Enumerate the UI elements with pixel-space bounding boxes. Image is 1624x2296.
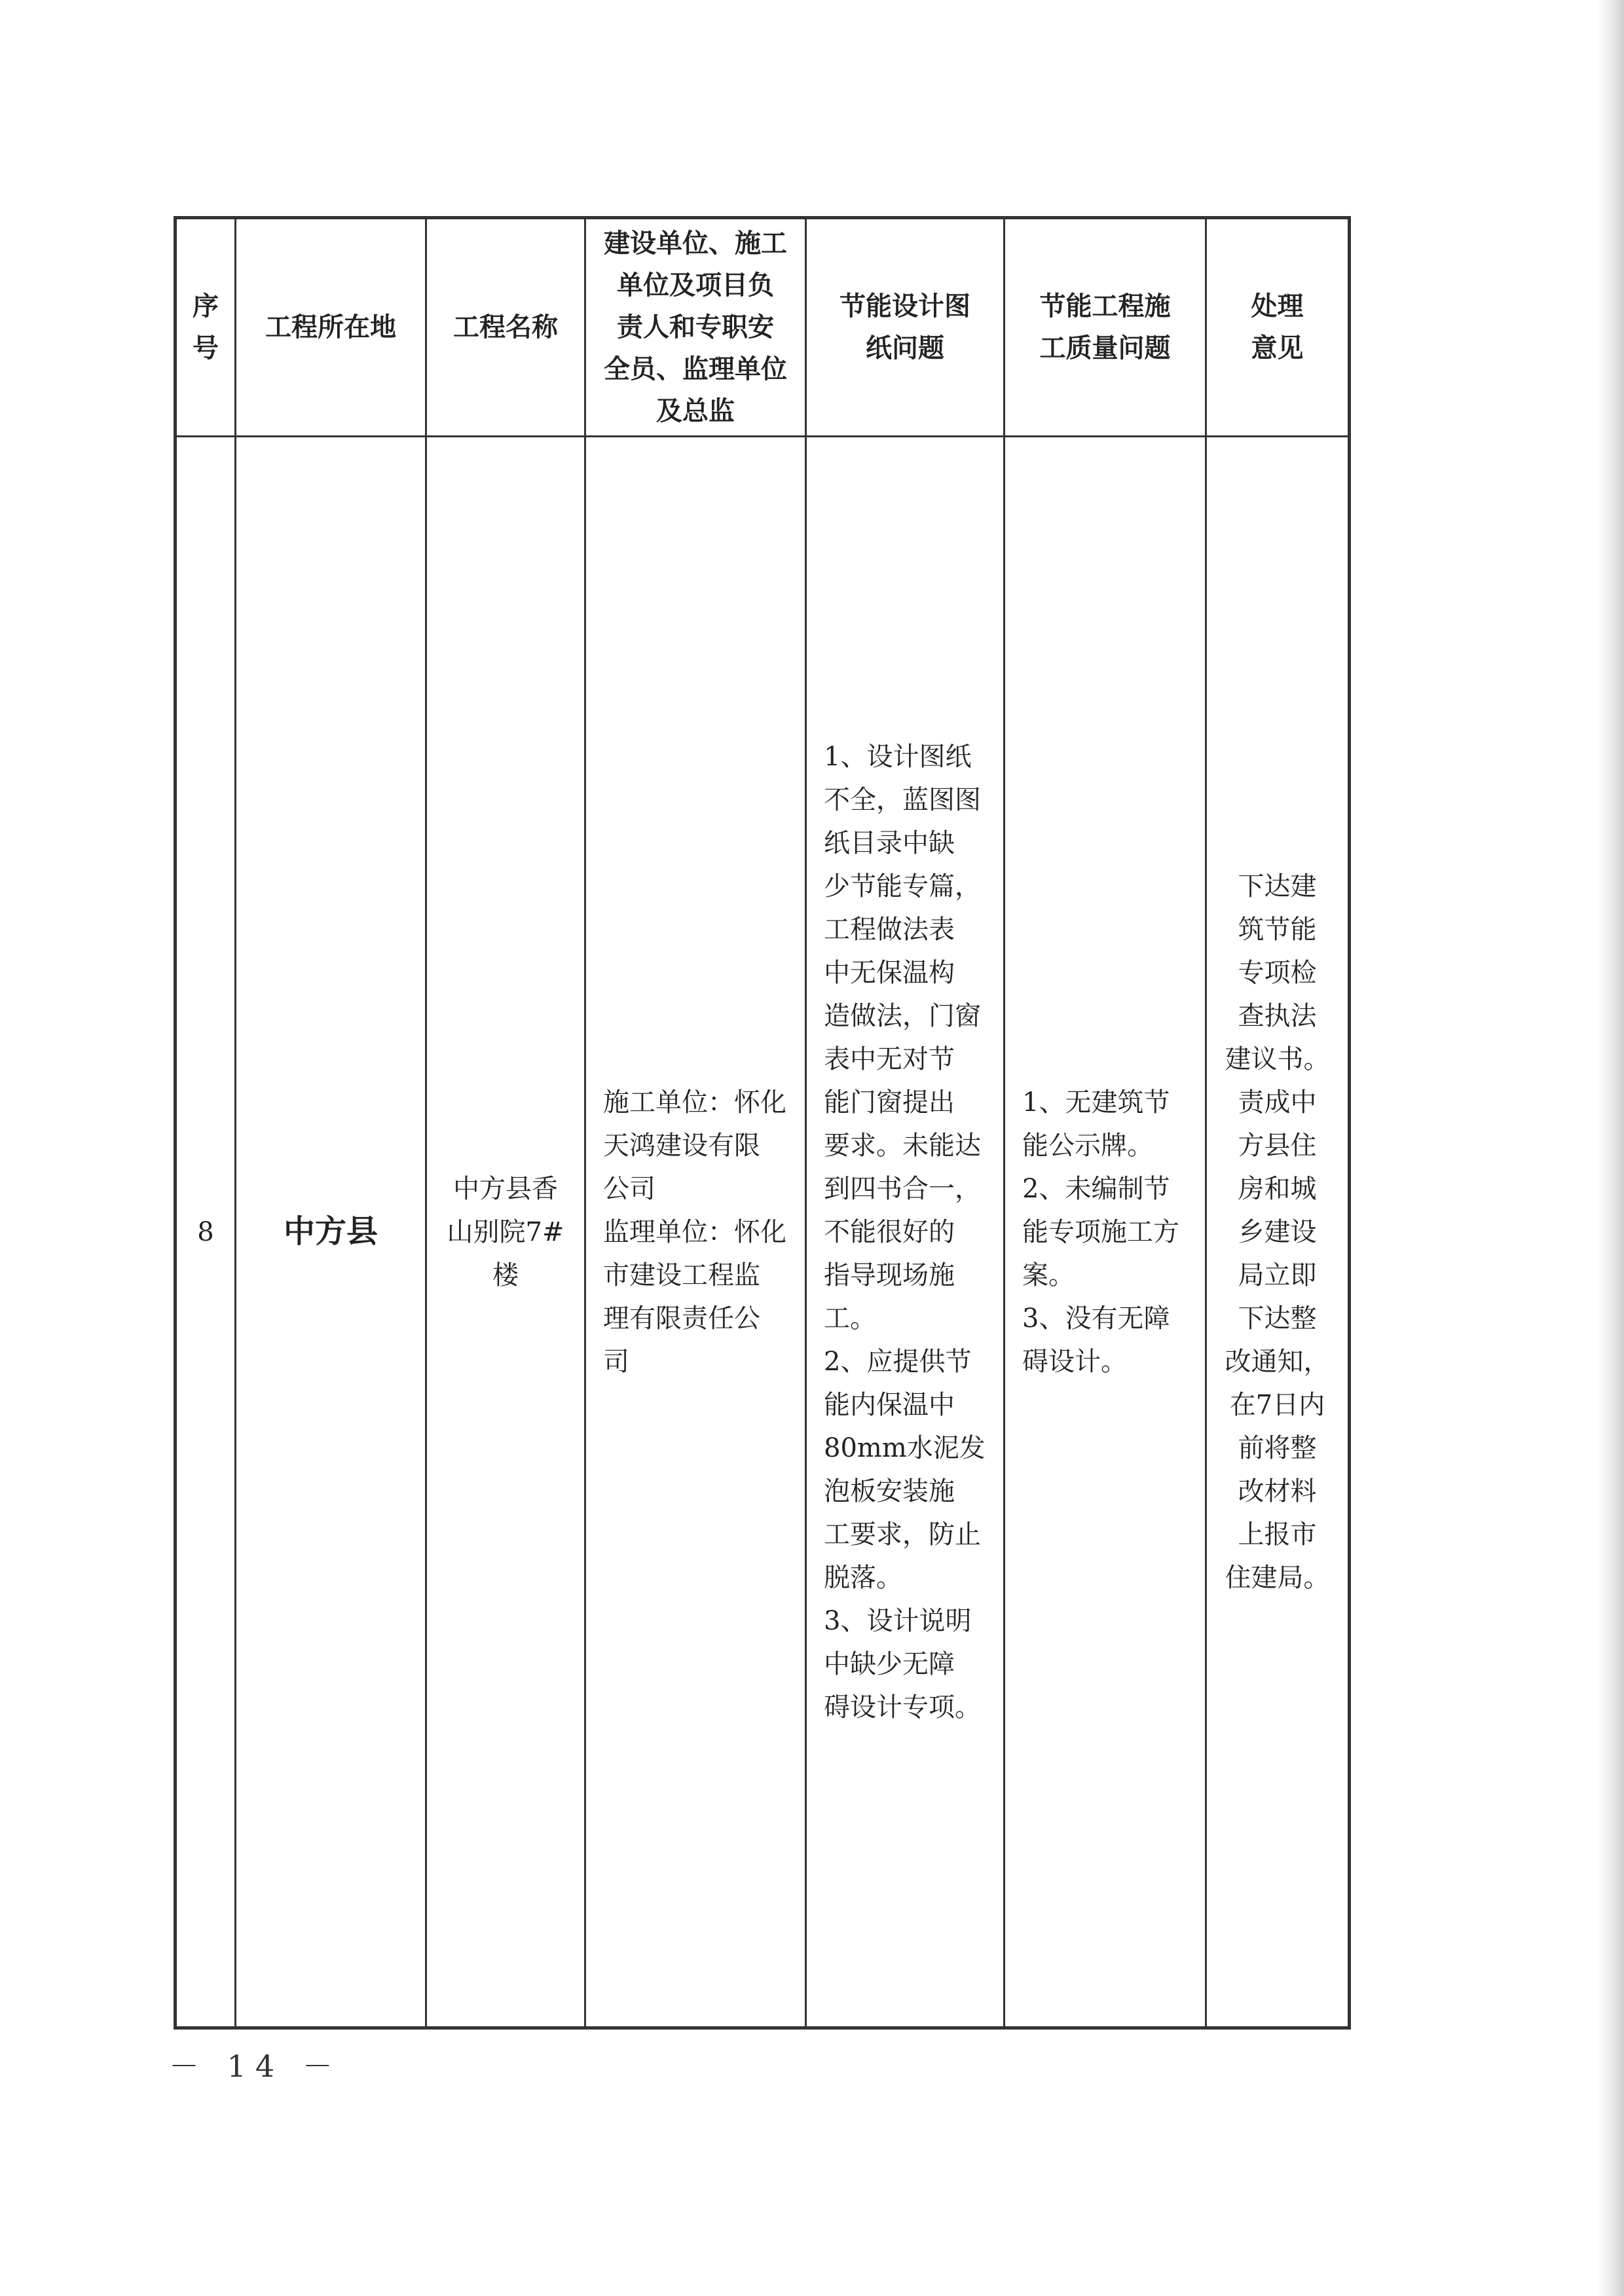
- handling-opinion-value: 下达建 筑节能 专项检 查执法 建议书。 责成中 方县住 房和城 乡建设 局立即 下达整 改通知， 在7日内 前将整 改材料 上报市 住建局。: [1225, 871, 1330, 1593]
- cell-design-issues: [806, 437, 1005, 2028]
- header-handling-opinion: [1206, 218, 1350, 437]
- header-project-name-label: 工程名称: [453, 312, 558, 342]
- cell-project-name: [426, 437, 585, 2028]
- header-design-issues: [806, 218, 1005, 437]
- cell-handling-opinion: [1206, 437, 1350, 2028]
- project-location-value: 中方县: [283, 1212, 378, 1250]
- header-quality-issues-label: 节能工程施 工质量问题: [1039, 291, 1171, 363]
- header-responsible-units: [585, 218, 806, 437]
- design-issues-value: 1、设计图纸 不全，蓝图图 纸目录中缺 少节能专篇， 工程做法表 中无保温构 造做法，门窗 表中无对节 能门窗提出 要求。未能达 到四书合一， 不能很好的 指导现场施 工。 2、应提供节 能内保温中 80mm水泥发 泡板安装施 工要求，防止 脱落。 3、设计说明 中缺少无障 碍设计专项。: [824, 741, 986, 1722]
- header-project-location: [236, 218, 426, 437]
- header-responsible-units-label: 建设单位、施工 单位及项目负 责人和专职安 全员、监理单位 及总监: [604, 228, 787, 426]
- table-header: [175, 218, 1350, 437]
- header-project-location-label: 工程所在地: [265, 312, 396, 342]
- table-body: [175, 437, 1350, 2028]
- cell-serial-number: [175, 437, 236, 2028]
- quality-issues-value: 1、无建筑节 能公示牌。 2、未编制节 能专项施工方 案。 3、没有无障 碍设计。: [1022, 1087, 1179, 1377]
- header-serial-number: [175, 218, 236, 437]
- responsible-units-value: 施工单位：怀化 天鸿建设有限 公司 监理单位：怀化 市建设工程监 理有限责任公 司: [603, 1087, 786, 1377]
- header-project-name: [426, 218, 585, 437]
- header-design-issues-label: 节能设计图 纸问题: [840, 291, 970, 363]
- table-row: [175, 437, 1350, 2028]
- page-number: － 14 －: [169, 2049, 342, 2084]
- header-serial-number-label: 序 号: [193, 291, 219, 363]
- cell-project-location: [236, 437, 426, 2028]
- header-row: [175, 218, 1350, 437]
- serial-number-value: 8: [197, 1216, 214, 1247]
- header-quality-issues: [1005, 218, 1206, 437]
- cell-responsible-units: [585, 437, 806, 2028]
- inspection-table: [174, 216, 1351, 2030]
- header-handling-opinion-label: 处理 意见: [1251, 291, 1304, 363]
- project-name-value: 中方县香 山别院7# 楼: [447, 1173, 564, 1290]
- cell-quality-issues: [1005, 437, 1206, 2028]
- scan-edge-shadow: [1598, 0, 1624, 2296]
